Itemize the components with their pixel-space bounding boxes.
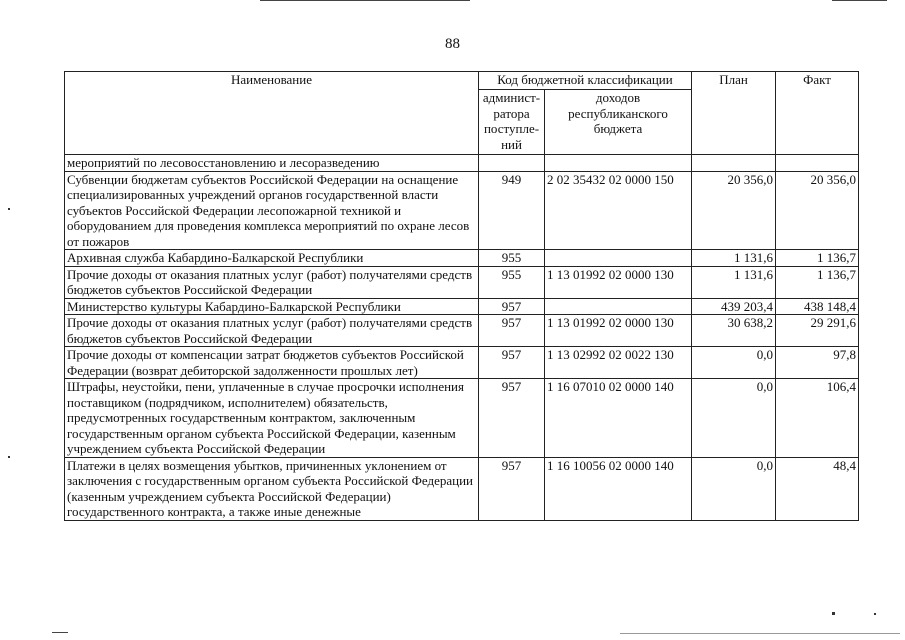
scan-speck	[8, 208, 10, 210]
table-row: Платежи в целях возмещения убытков, причиненных уклонением от заключения с государственным органом субъекта Российской Федерации (казенным учреждением субъекта Российской Федерации) государственного контракта, а также иные денежные 957 1 16 10056 02 0000 140 0,0 48,4	[65, 457, 859, 520]
scan-edge-line	[52, 632, 68, 633]
header-fact: Факт	[776, 72, 859, 155]
header-name: Наименование	[65, 72, 479, 155]
table-row: Прочие доходы от компенсации затрат бюджетов субъектов Российской Федерации (возврат дебиторской задолженности прошлых лет) 957 1 13 02992 02 0022 130 0,0 97,8	[65, 347, 859, 379]
table-row: мероприятий по лесовосстановлению и лесоразведению	[65, 155, 859, 172]
header-revenue-code: доходов республиканского бюджета	[545, 90, 692, 155]
scan-speck	[874, 613, 876, 615]
scan-speck	[832, 612, 835, 615]
header-plan: План	[692, 72, 776, 155]
scan-edge-line	[260, 0, 470, 1]
scan-edge-line	[620, 633, 900, 634]
table-row: Архивная служба Кабардино-Балкарской Республики 955 1 131,6 1 136,7	[65, 250, 859, 267]
scan-edge-line	[832, 0, 887, 1]
header-budget-code: Код бюджетной классификации	[479, 72, 692, 90]
header-admin-code: админист- ратора поступле- ний	[479, 90, 545, 155]
table-row: Прочие доходы от оказания платных услуг (работ) получателями средств бюджетов субъектов Российской Федерации 955 1 13 01992 02 0000 130 1 131,6 1 136,7	[65, 266, 859, 298]
table-row: Субвенции бюджетам субъектов Российской Федерации на оснащение специализированных учреждений органов государственной власти субъектов Российской Федерации лесопожарной техникой и оборудованием для проведения комплекса мероприятий по охране лесов от пожаров 949 2 02 35432 02 0000 150 20 356,0 20 356,0	[65, 171, 859, 250]
table-row: Министерство культуры Кабардино-Балкарской Республики 957 439 203,4 438 148,4	[65, 298, 859, 315]
table-row: Прочие доходы от оказания платных услуг (работ) получателями средств бюджетов субъектов Российской Федерации 957 1 13 01992 02 0000 130 30 638,2 29 291,6	[65, 315, 859, 347]
page-number: 88	[445, 36, 460, 52]
scan-speck	[8, 456, 10, 458]
budget-revenue-table	[64, 71, 859, 521]
table-row: Штрафы, неустойки, пени, уплаченные в случае просрочки исполнения поставщиком (подрядчиком, исполнителем) обязательств, предусмотренных государственным контрактом, заключенным государственным органом субъекта Российской Федерации, казенным учреждением субъекта Российской Федерации 957 1 16 07010 02 0000 140 0,0 106,4	[65, 379, 859, 458]
